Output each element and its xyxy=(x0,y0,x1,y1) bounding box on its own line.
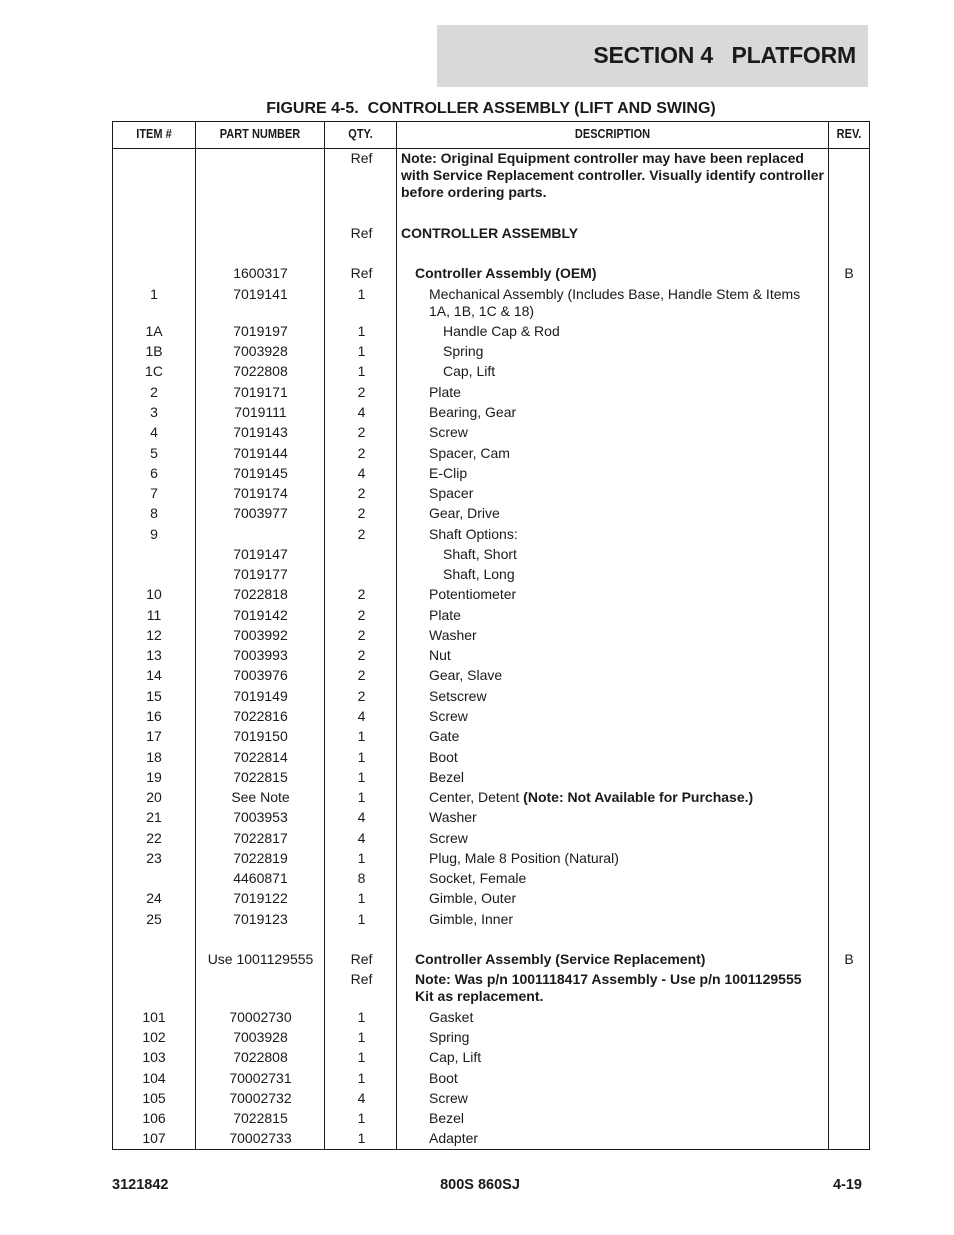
section-header xyxy=(437,25,868,87)
quantity: 2 xyxy=(357,505,366,521)
item-number: 24 xyxy=(146,890,162,906)
quantity: 2 xyxy=(357,667,366,683)
description-text: Adapter xyxy=(429,1130,479,1146)
description-text: Plug, Male 8 Position (Natural) xyxy=(429,850,619,866)
item-number: 5 xyxy=(150,445,158,461)
part-number: 7019141 xyxy=(233,286,288,302)
part-number: 7019142 xyxy=(233,607,288,623)
quantity: 4 xyxy=(357,708,366,724)
description-text: Bezel xyxy=(429,769,465,785)
description-text: Note: Was p/n 1001118417 Assembly - Use p/n 1001129555 Kit as replacement. xyxy=(415,971,806,1004)
item-number: 10 xyxy=(146,586,162,602)
description-text: Center, Detent xyxy=(429,789,524,805)
description xyxy=(429,830,824,847)
quantity: 2 xyxy=(357,424,366,440)
footer-page-number: 4-19 xyxy=(832,1177,862,1193)
quantity: 8 xyxy=(357,870,366,886)
item-number: 19 xyxy=(146,769,162,785)
description-text: Gear, Slave xyxy=(429,667,503,683)
quantity: 2 xyxy=(357,627,366,643)
description xyxy=(429,850,824,867)
part-number: 7022808 xyxy=(233,1049,288,1065)
part-number: See Note xyxy=(231,789,290,805)
column-header-rev: REV. xyxy=(836,127,862,141)
part-number: 7022816 xyxy=(233,708,288,724)
part-number: 70002733 xyxy=(229,1130,292,1146)
part-number: 7019144 xyxy=(233,445,288,461)
description-text: Boot xyxy=(429,749,458,765)
description-text: Shaft, Short xyxy=(443,546,517,562)
item-number: 13 xyxy=(146,647,162,663)
description xyxy=(429,586,824,603)
part-number: 7003928 xyxy=(233,343,288,359)
quantity: 2 xyxy=(357,445,366,461)
item-number: 4 xyxy=(150,424,158,440)
item-number: 101 xyxy=(142,1009,166,1025)
description-text: Bezel xyxy=(429,1110,465,1126)
part-number: 7003977 xyxy=(233,505,288,521)
part-number: 7022818 xyxy=(233,586,288,602)
description-note: (Note: Not Available for Purchase.) xyxy=(523,789,754,805)
description xyxy=(429,424,824,441)
quantity: 1 xyxy=(357,728,366,744)
part-number: 7003953 xyxy=(233,809,288,825)
quantity: 4 xyxy=(357,809,366,825)
part-number: 4460871 xyxy=(233,870,288,886)
quantity: 1 xyxy=(357,286,366,302)
item-number: 1A xyxy=(145,323,163,339)
description xyxy=(429,667,824,684)
description xyxy=(429,607,824,624)
part-number: 7003928 xyxy=(233,1029,288,1045)
quantity: 1 xyxy=(357,749,366,765)
description xyxy=(429,286,824,320)
description xyxy=(429,647,824,664)
description-text: Gasket xyxy=(429,1009,474,1025)
description-text: Nut xyxy=(429,647,451,663)
part-number: 1600317 xyxy=(233,265,288,281)
quantity: 2 xyxy=(357,688,366,704)
part-number: 70002730 xyxy=(229,1009,292,1025)
part-number: 7022808 xyxy=(233,363,288,379)
item-number: 25 xyxy=(146,911,162,927)
quantity: 4 xyxy=(357,1090,366,1106)
part-number: 7003993 xyxy=(233,647,288,663)
part-number: 7022814 xyxy=(233,749,288,765)
part-number: 70002732 xyxy=(229,1090,292,1106)
item-number: 22 xyxy=(146,830,162,846)
description xyxy=(429,1029,824,1046)
description-text: Gimble, Inner xyxy=(429,911,514,927)
part-number: Use 1001129555 xyxy=(207,951,314,967)
part-number: 7003976 xyxy=(233,667,288,683)
description xyxy=(429,1049,824,1066)
description-text: Bearing, Gear xyxy=(429,404,517,420)
item-number: 3 xyxy=(150,404,158,420)
description-text: Gate xyxy=(429,728,460,744)
part-number: 70002731 xyxy=(229,1070,292,1086)
footer-doc-number: 3121842 xyxy=(112,1177,169,1193)
description-text: Cap, Lift xyxy=(429,1049,482,1065)
quantity: 1 xyxy=(357,1110,366,1126)
description xyxy=(415,971,824,1005)
description xyxy=(415,951,824,968)
item-number: 21 xyxy=(146,809,162,825)
quantity: 1 xyxy=(357,890,366,906)
quantity: 2 xyxy=(357,647,366,663)
item-number: 1 xyxy=(150,286,158,302)
part-number: 7019123 xyxy=(233,911,288,927)
description-text: Potentiometer xyxy=(429,586,517,602)
item-number: 105 xyxy=(142,1090,166,1106)
description xyxy=(429,890,824,907)
description xyxy=(429,789,824,806)
description xyxy=(429,485,824,502)
description-text: Setscrew xyxy=(429,688,487,704)
item-number: 18 xyxy=(146,749,162,765)
item-number: 11 xyxy=(146,607,162,623)
description xyxy=(429,1070,824,1087)
description-text: Screw xyxy=(429,708,468,724)
description-text: Spacer xyxy=(429,485,474,501)
quantity: 2 xyxy=(357,526,366,542)
column-header-description: DESCRIPTION xyxy=(574,127,651,141)
part-number: 7019171 xyxy=(233,384,288,400)
item-number: 1C xyxy=(145,363,163,379)
section-title: SECTION 4 PLATFORM xyxy=(593,42,856,68)
description-text: Plate xyxy=(429,607,461,623)
description-text: Socket, Female xyxy=(429,870,527,886)
item-number: 2 xyxy=(150,384,158,400)
quantity: 2 xyxy=(357,607,366,623)
parts-table xyxy=(112,121,870,1150)
description-text: Plate xyxy=(429,384,461,400)
description xyxy=(429,809,824,826)
quantity: 2 xyxy=(357,586,366,602)
quantity: 1 xyxy=(357,1049,366,1065)
description xyxy=(429,445,824,462)
description-text: Controller Assembly (OEM) xyxy=(415,265,597,281)
description xyxy=(429,749,824,766)
description xyxy=(429,769,824,786)
description xyxy=(429,1130,824,1147)
quantity: 1 xyxy=(357,1130,366,1146)
part-number: 7022819 xyxy=(233,850,288,866)
item-number: 104 xyxy=(142,1070,166,1086)
description-text: Washer xyxy=(429,809,477,825)
quantity: 1 xyxy=(357,769,366,785)
description-text: Screw xyxy=(429,1090,468,1106)
description-text: Cap, Lift xyxy=(443,363,496,379)
description-text: E-Clip xyxy=(429,465,468,481)
part-number: 7019150 xyxy=(233,728,288,744)
footer-model: 800S 860SJ xyxy=(440,1177,520,1193)
description-text: Controller Assembly (Service Replacement) xyxy=(415,951,706,967)
description xyxy=(429,1090,824,1107)
quantity: 1 xyxy=(357,363,366,379)
quantity: 1 xyxy=(357,1029,366,1045)
item-number: 9 xyxy=(150,526,158,542)
description xyxy=(429,384,824,401)
part-number: 7019145 xyxy=(233,465,288,481)
description-text: Screw xyxy=(429,830,468,846)
figure-title: FIGURE 4-5. CONTROLLER ASSEMBLY (LIFT AND SWING) xyxy=(266,100,716,117)
item-number: 106 xyxy=(142,1110,166,1126)
description-text: Mechanical Assembly (Includes Base, Handle Stem & Items 1A, 1B, 1C & 18) xyxy=(429,286,805,319)
description xyxy=(429,728,824,745)
item-number: 1B xyxy=(145,343,163,359)
quantity: Ref xyxy=(350,951,373,967)
description-text: Washer xyxy=(429,627,477,643)
part-number: 7019197 xyxy=(233,323,288,339)
revision: B xyxy=(844,951,854,967)
item-number: 20 xyxy=(146,789,162,805)
part-number: 7019177 xyxy=(233,566,288,582)
description xyxy=(443,363,824,380)
item-number: 17 xyxy=(146,728,162,744)
part-number: 7022815 xyxy=(233,769,288,785)
part-number: 7022815 xyxy=(233,1110,288,1126)
description-text: Spacer, Cam xyxy=(429,445,510,461)
description-text: Gimble, Outer xyxy=(429,890,517,906)
description-text: CONTROLLER ASSEMBLY xyxy=(401,225,579,241)
description xyxy=(429,688,824,705)
item-number: 103 xyxy=(142,1049,166,1065)
quantity: 2 xyxy=(357,384,366,400)
description xyxy=(443,546,824,563)
description xyxy=(401,150,828,201)
description xyxy=(429,526,824,543)
description xyxy=(429,1009,824,1026)
description xyxy=(429,911,824,928)
description-text: Shaft Options: xyxy=(429,526,518,542)
quantity: 1 xyxy=(357,789,366,805)
item-number: 7 xyxy=(150,485,158,501)
table-header xyxy=(113,122,869,149)
description-text: Spring xyxy=(429,1029,470,1045)
item-number: 23 xyxy=(146,850,162,866)
description-text: Gear, Drive xyxy=(429,505,500,521)
description xyxy=(429,708,824,725)
quantity: 2 xyxy=(357,485,366,501)
description xyxy=(415,265,824,282)
part-number: 7019122 xyxy=(233,890,288,906)
description-text: Handle Cap & Rod xyxy=(443,323,560,339)
description-text: Spring xyxy=(443,343,484,359)
description-text: Boot xyxy=(429,1070,458,1086)
description xyxy=(401,225,824,242)
quantity: 1 xyxy=(357,1009,366,1025)
description xyxy=(429,465,824,482)
item-number: 14 xyxy=(146,667,162,683)
item-number: 12 xyxy=(146,627,162,643)
quantity: 1 xyxy=(357,323,366,339)
description xyxy=(429,627,824,644)
quantity: 1 xyxy=(357,911,366,927)
quantity: Ref xyxy=(350,265,373,281)
part-number: 7022817 xyxy=(233,830,288,846)
description xyxy=(443,323,824,340)
part-number: 7019174 xyxy=(233,485,288,501)
description xyxy=(429,404,824,421)
quantity: Ref xyxy=(350,225,373,241)
item-number: 8 xyxy=(150,505,158,521)
revision: B xyxy=(844,265,854,281)
description xyxy=(429,870,824,887)
quantity: 4 xyxy=(357,404,366,420)
item-number: 107 xyxy=(142,1130,166,1146)
description-text: Screw xyxy=(429,424,468,440)
column-header-item: ITEM # xyxy=(136,127,172,141)
part-number: 7019147 xyxy=(233,546,288,562)
part-number: 7019143 xyxy=(233,424,288,440)
quantity: 4 xyxy=(357,830,366,846)
quantity: Ref xyxy=(350,150,373,166)
quantity: 1 xyxy=(357,850,366,866)
item-number: 102 xyxy=(142,1029,166,1045)
description-text: Note: Original Equipment controller may have been replaced with Service Replacement controller. Visually identify controller before ordering parts. xyxy=(401,150,828,200)
column-header-part-number: PART NUMBER xyxy=(219,127,301,141)
part-number: 7019149 xyxy=(233,688,288,704)
item-number: 15 xyxy=(146,688,162,704)
quantity: 1 xyxy=(357,343,366,359)
column-header-qty: QTY. xyxy=(348,127,373,141)
quantity: 4 xyxy=(357,465,366,481)
description-text: Shaft, Long xyxy=(443,566,515,582)
part-number: 7003992 xyxy=(233,627,288,643)
description xyxy=(443,343,824,360)
item-number: 16 xyxy=(146,708,162,724)
part-number: 7019111 xyxy=(234,404,287,420)
quantity: Ref xyxy=(350,971,373,987)
description xyxy=(429,1110,824,1127)
quantity: 1 xyxy=(357,1070,366,1086)
description xyxy=(429,505,824,522)
description xyxy=(443,566,824,583)
item-number: 6 xyxy=(150,465,158,481)
